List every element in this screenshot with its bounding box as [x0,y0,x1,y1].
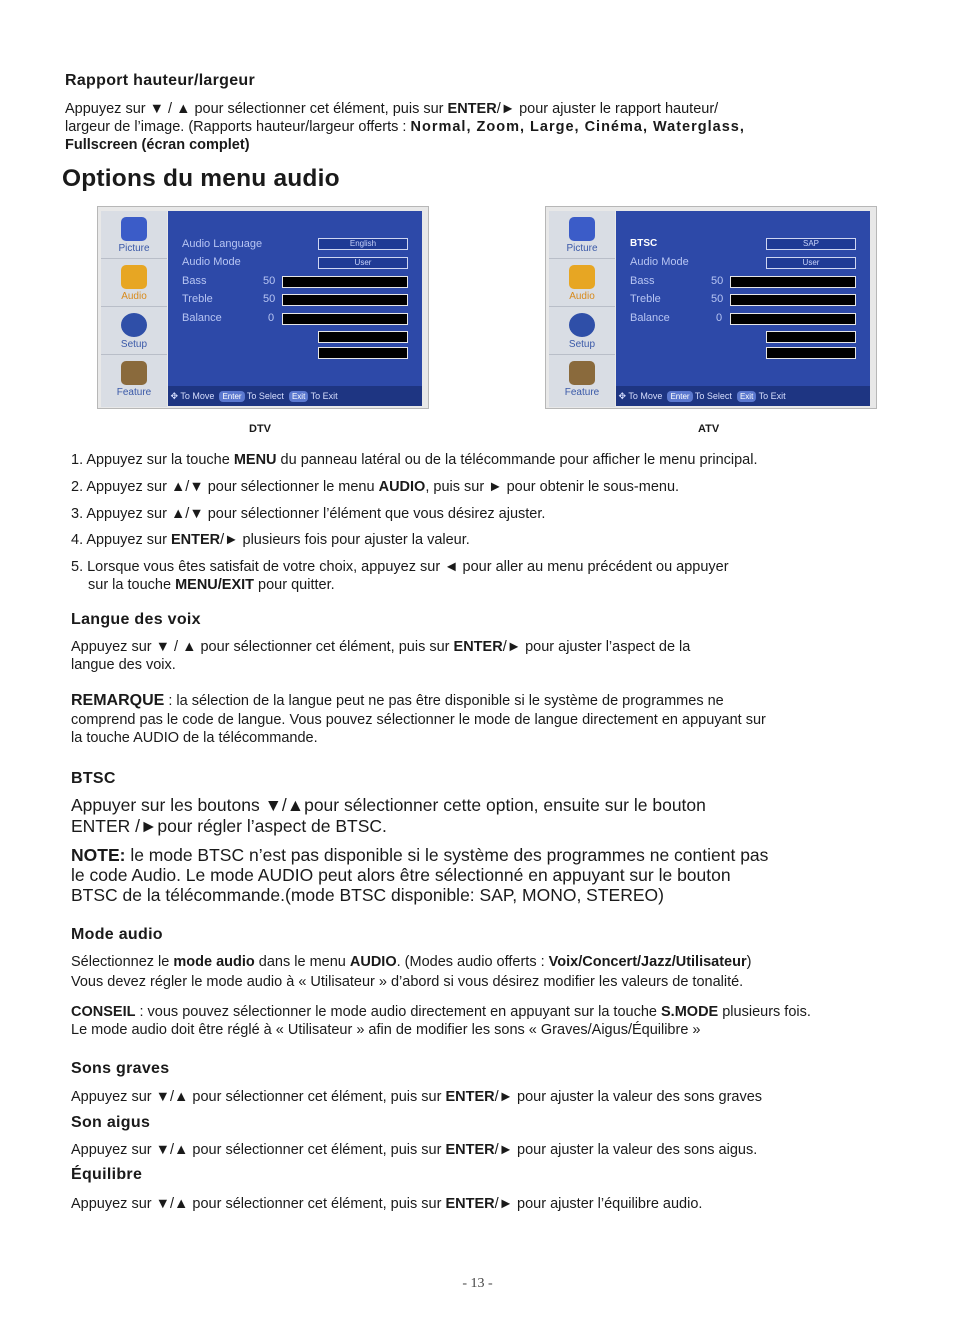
btsc-note-line-2: le code Audio. Le mode AUDIO peut alors être sélectionné en appuyant sur le bouton [71,865,731,885]
feature-icon [569,361,595,385]
graves-line: Appuyez sur ▼/▲ pour sélectionner cet élément, puis sur ENTER/► pour ajuster la valeur des sons graves [71,1089,763,1105]
aigus-title: Son aigus [71,1114,151,1131]
empty-row [766,347,856,359]
menu-row-label[interactable]: Audio Mode [182,256,241,268]
tv-sidebar [101,211,167,407]
mode-audio-title: Mode audio [71,926,163,943]
move-icon: ✥ [170,391,179,401]
sidebar-item-setup[interactable]: Setup [549,307,615,355]
aspect-line-3: Fullscreen (écran complet) [65,137,250,153]
empty-row [766,331,856,343]
exit-key: Exit [737,391,756,402]
menu-row-value: 50 [711,275,724,287]
atv-caption: ATV [698,423,720,435]
langue-line-1: Appuyez sur ▼ / ▲ pour sélectionner cet élément, puis sur ENTER/► pour ajuster l’aspect de la [71,639,691,655]
tv-icon [569,217,595,241]
menu-row-label[interactable]: Bass [630,275,655,287]
graves-title: Sons graves [71,1060,170,1077]
menu-row-value: 0 [268,312,275,324]
sidebar-item-picture[interactable]: Picture [549,211,615,259]
btsc-line-2: ENTER /►pour régler l’aspect de BTSC. [71,816,387,836]
tv-menu-dtv [97,206,429,409]
bass-slider[interactable] [730,276,856,288]
conseil-line-1: CONSEIL : vous pouvez sélectionner le mode audio directement en appuyant sur la touche S.MODE plusieurs fois. [71,1004,811,1020]
menu-row-value: 0 [716,312,723,324]
menu-row-label[interactable]: Balance [630,312,670,324]
tv-menu-screen [168,211,422,386]
balance-slider[interactable] [730,313,856,325]
feature-icon [121,361,147,385]
speaker-icon [569,265,595,289]
page-number: - 13 - [462,1276,493,1291]
step-3: 3. Appuyez sur ▲/▼ pour sélectionner l’élément que vous désirez ajuster. [71,506,546,522]
step-5-line-2: sur la touche MENU/EXIT pour quitter. [88,577,335,593]
satellite-icon [121,313,147,337]
menu-row-label[interactable]: Bass [182,275,207,287]
tv-sidebar [549,211,615,407]
move-icon: ✥ [618,391,627,401]
enter-key: Enter [667,391,692,402]
remarque-line-1: REMARQUE : la sélection de la langue peut ne pas être disponible si le système de programmes ne [71,692,724,709]
audio-menu-title: Options du menu audio [62,165,340,192]
bass-slider[interactable] [282,276,408,288]
speaker-icon [121,265,147,289]
aspect-title: Rapport hauteur/largeur [65,72,256,89]
menu-row-value: 50 [263,293,276,305]
menu-row-value[interactable]: User [318,257,408,269]
step-4: 4. Appuyez sur ENTER/► plusieurs fois pour ajuster la valeur. [71,532,470,548]
tv-menu-screen [616,211,870,386]
tv-icon [121,217,147,241]
step-1: 1. Appuyez sur la touche MENU du panneau latéral ou de la télécommande pour afficher le menu principal. [71,452,758,468]
aspect-line-2: largeur de l’image. (Rapports hauteur/largeur offerts : Normal, Zoom, Large, Cinéma, Waterglass, [65,119,745,135]
aigus-line: Appuyez sur ▼/▲ pour sélectionner cet élément, puis sur ENTER/► pour ajuster la valeur des sons aigus. [71,1142,758,1158]
menu-row-value: 50 [711,293,724,305]
tv-menu-footer: ✥ To Move Enter To Select Exit To Exit [168,386,422,406]
menu-row-value[interactable]: English [318,238,408,250]
sidebar-item-setup[interactable]: Setup [101,307,167,355]
btsc-line-1: Appuyer sur les boutons ▼/▲pour sélectionner cette option, ensuite sur le bouton [71,795,706,815]
dtv-caption: DTV [249,423,271,435]
langue-title: Langue des voix [71,611,201,628]
sidebar-item-audio[interactable]: Audio [549,259,615,307]
btsc-title: BTSC [71,770,116,787]
equilibre-line: Appuyez sur ▼/▲ pour sélectionner cet élément, puis sur ENTER/► pour ajuster l’équilibre audio. [71,1196,703,1212]
treble-slider[interactable] [282,294,408,306]
satellite-icon [569,313,595,337]
sidebar-item-audio[interactable]: Audio [101,259,167,307]
menu-row-label[interactable]: Treble [630,293,661,305]
tv-menu-footer: ✥ To Move Enter To Select Exit To Exit [616,386,870,406]
menu-row-label[interactable]: BTSC [630,238,658,249]
empty-row [318,347,408,359]
menu-row-label[interactable]: Balance [182,312,222,324]
remarque-line-2: comprend pas le code de langue. Vous pouvez sélectionner le mode de langue directement en appuyant sur [71,712,766,728]
btsc-note-line-3: BTSC de la télécommande.(mode BTSC disponible: SAP, MONO, STEREO) [71,885,664,905]
btsc-note-line-1: NOTE: le mode BTSC n’est pas disponible si le système des programmes ne contient pas [71,845,769,865]
step-5: 5. Lorsque vous êtes satisfait de votre choix, appuyez sur ◄ pour aller au menu précédent ou appuyer [71,559,729,575]
conseil-line-2: Le mode audio doit être réglé à « Utilisateur » afin de modifier les sons « Graves/Aigus/Équilibre » [71,1022,701,1038]
balance-slider[interactable] [282,313,408,325]
mode-audio-line-1: Sélectionnez le mode audio dans le menu AUDIO. (Modes audio offerts : Voix/Concert/Jazz/Utilisateur) [71,954,752,970]
step-2: 2. Appuyez sur ▲/▼ pour sélectionner le menu AUDIO, puis sur ► pour obtenir le sous-menu. [71,479,680,495]
empty-row [318,331,408,343]
menu-row-value[interactable]: User [766,257,856,269]
sidebar-item-picture[interactable]: Picture [101,211,167,259]
menu-row-value: 50 [263,275,276,287]
sidebar-item-feature[interactable]: Feature [101,355,167,402]
equilibre-title: Équilibre [71,1166,143,1183]
enter-key: Enter [219,391,244,402]
menu-row-label[interactable]: Audio Language [182,238,263,250]
tv-menu-atv [545,206,877,409]
menu-row-label[interactable]: Treble [182,293,213,305]
aspect-line-1: Appuyez sur ▼ / ▲ pour sélectionner cet élément, puis sur ENTER/► pour ajuster le rapport hauteur/ [65,101,719,117]
exit-key: Exit [289,391,308,402]
sidebar-item-feature[interactable]: Feature [549,355,615,402]
treble-slider[interactable] [730,294,856,306]
mode-audio-line-2: Vous devez régler le mode audio à « Utilisateur » d’abord si vous désirez modifier les valeurs de tonalité. [71,974,744,990]
menu-row-label[interactable]: Audio Mode [630,256,689,268]
remarque-line-3: la touche AUDIO de la télécommande. [71,730,318,746]
menu-row-value[interactable]: SAP [766,238,856,250]
langue-line-2: langue des voix. [71,657,176,673]
